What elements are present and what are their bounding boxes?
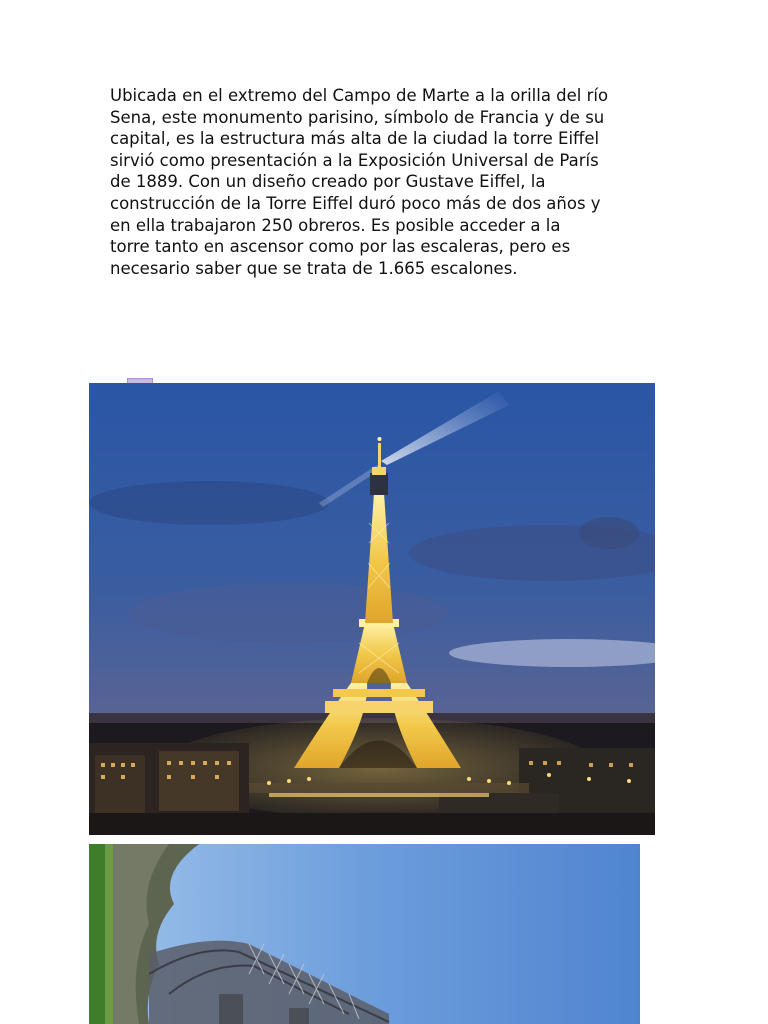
paragraph-line: torre tanto en ascensor como por las escaleras, pero es xyxy=(110,237,571,257)
paragraph-line: en ella trabajaron 250 obreros. Es posible acceder a la xyxy=(110,215,561,235)
paragraph-line: construcción de la Torre Eiffel duró poco más de dos años y xyxy=(110,193,601,213)
paragraph-line: necesario saber que se trata de 1.665 escalones. xyxy=(110,258,518,278)
eiffel-tower-night-photo xyxy=(89,383,655,835)
paragraph-line: capital, es la estructura más alta de la ciudad la torre Eiffel xyxy=(110,129,600,149)
paragraph-line: sirvió como presentación a la Exposición Universal de París xyxy=(110,150,599,170)
paragraph-line: Ubicada en el extremo del Campo de Marte a la orilla del río xyxy=(110,86,609,105)
paragraph-line: de 1889. Con un diseño creado por Gustave Eiffel, la xyxy=(110,172,546,192)
eiffel-tower-day-photo xyxy=(89,844,640,1024)
paragraph-line: Sena, este monumento parisino, símbolo de Francia y de su xyxy=(110,107,605,127)
body-paragraph xyxy=(110,85,670,279)
